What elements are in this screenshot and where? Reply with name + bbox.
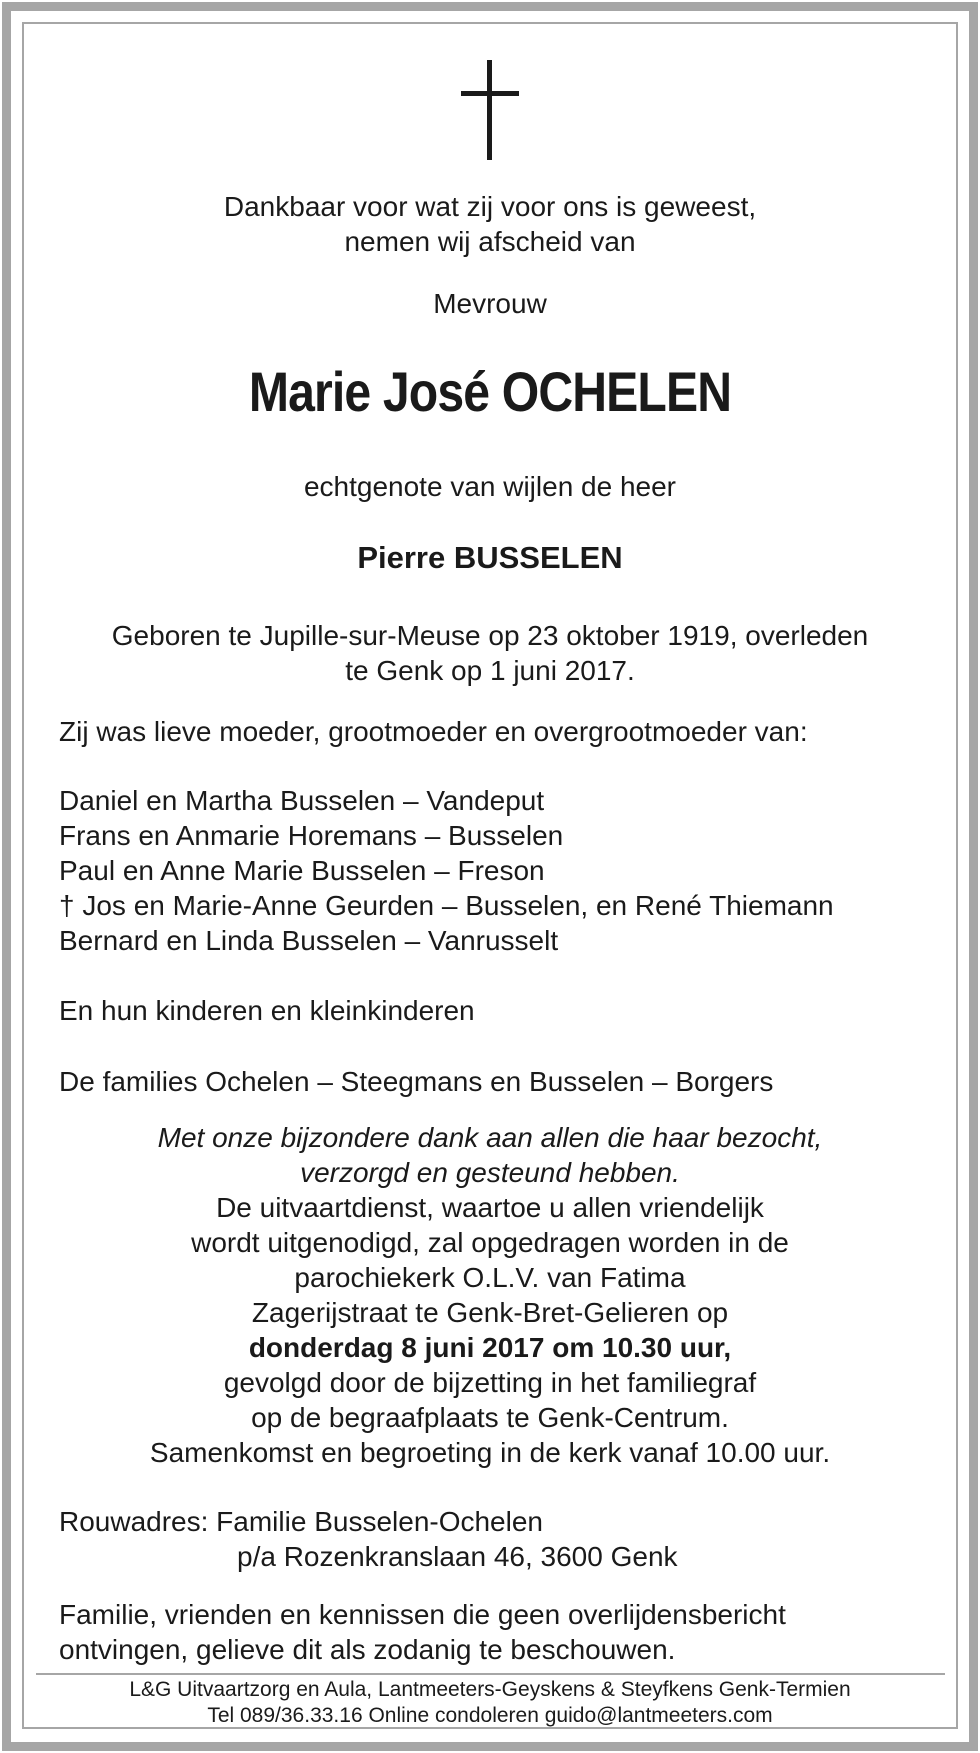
- family-member: Daniel en Martha Busselen – Vandeput: [59, 785, 545, 816]
- family-member: Frans en Anmarie Horemans – Busselen: [59, 820, 564, 851]
- spouse-intro: echtgenote van wijlen de heer: [303, 471, 677, 502]
- family-member: Bernard en Linda Busselen – Vanrusselt: [59, 925, 559, 956]
- title-mevrouw: Mevrouw: [433, 288, 547, 319]
- spouse-name: Pierre BUSSELEN: [357, 540, 623, 575]
- footer-divider: [36, 1673, 945, 1675]
- birth-death-line-1: Geboren te Jupille-sur-Meuse op 23 oktober 1919, overleden: [111, 620, 869, 651]
- service-line: parochiekerk O.L.V. van Fatima: [294, 1262, 686, 1293]
- birth-death-line-2: te Genk op 1 juni 2017.: [345, 655, 635, 686]
- footer-line-2: Tel 089/36.33.16 Online condoleren guido@lantmeeters.com: [207, 1704, 773, 1727]
- grandchildren-line: En hun kinderen en kleinkinderen: [59, 995, 475, 1026]
- closing-line-2: ontvingen, gelieve dit als zodanig te beschouwen.: [59, 1634, 676, 1665]
- closing-line-1: Familie, vrienden en kennissen die geen overlijdensbericht: [59, 1599, 786, 1630]
- service-line: wordt uitgenodigd, zal opgedragen worden in de: [191, 1227, 789, 1258]
- intro-line-1: Dankbaar voor wat zij voor ons is geweest,: [223, 191, 757, 222]
- thanks-line-1: Met onze bijzondere dank aan allen die haar bezocht,: [157, 1122, 823, 1153]
- service-date-time: donderdag 8 juni 2017 om 10.30 uur,: [248, 1332, 732, 1363]
- service-line: Samenkomst en begroeting in de kerk vanaf 10.00 uur.: [149, 1437, 831, 1468]
- relations-intro: Zij was lieve moeder, grootmoeder en overgrootmoeder van:: [59, 716, 808, 747]
- service-line: gevolgd door de bijzetting in het familiegraf: [223, 1367, 757, 1398]
- family-member: † Jos en Marie-Anne Geurden – Busselen, en René Thiemann: [59, 890, 834, 921]
- service-line: op de begraafplaats te Genk-Centrum.: [251, 1402, 729, 1433]
- thanks-line-2: verzorgd en gesteund hebben.: [300, 1157, 680, 1188]
- footer-line-1: L&G Uitvaartzorg en Aula, Lantmeeters-Geyskens & Steyfkens Genk-Termien: [129, 1678, 851, 1701]
- deceased-name: Marie José OCHELEN: [248, 360, 732, 423]
- intro-line-2: nemen wij afscheid van: [344, 226, 636, 257]
- families-line: De families Ochelen – Steegmans en Busselen – Borgers: [59, 1066, 774, 1097]
- address-line-1: Rouwadres: Familie Busselen-Ochelen: [59, 1506, 543, 1537]
- address-line-2: p/a Rozenkranslaan 46, 3600 Genk: [237, 1541, 678, 1572]
- cross-icon: [461, 60, 519, 160]
- service-line: Zagerijstraat te Genk-Bret-Gelieren op: [251, 1297, 729, 1328]
- family-member: Paul en Anne Marie Busselen – Freson: [59, 855, 545, 886]
- service-line: De uitvaartdienst, waartoe u allen vriendelijk: [216, 1192, 764, 1223]
